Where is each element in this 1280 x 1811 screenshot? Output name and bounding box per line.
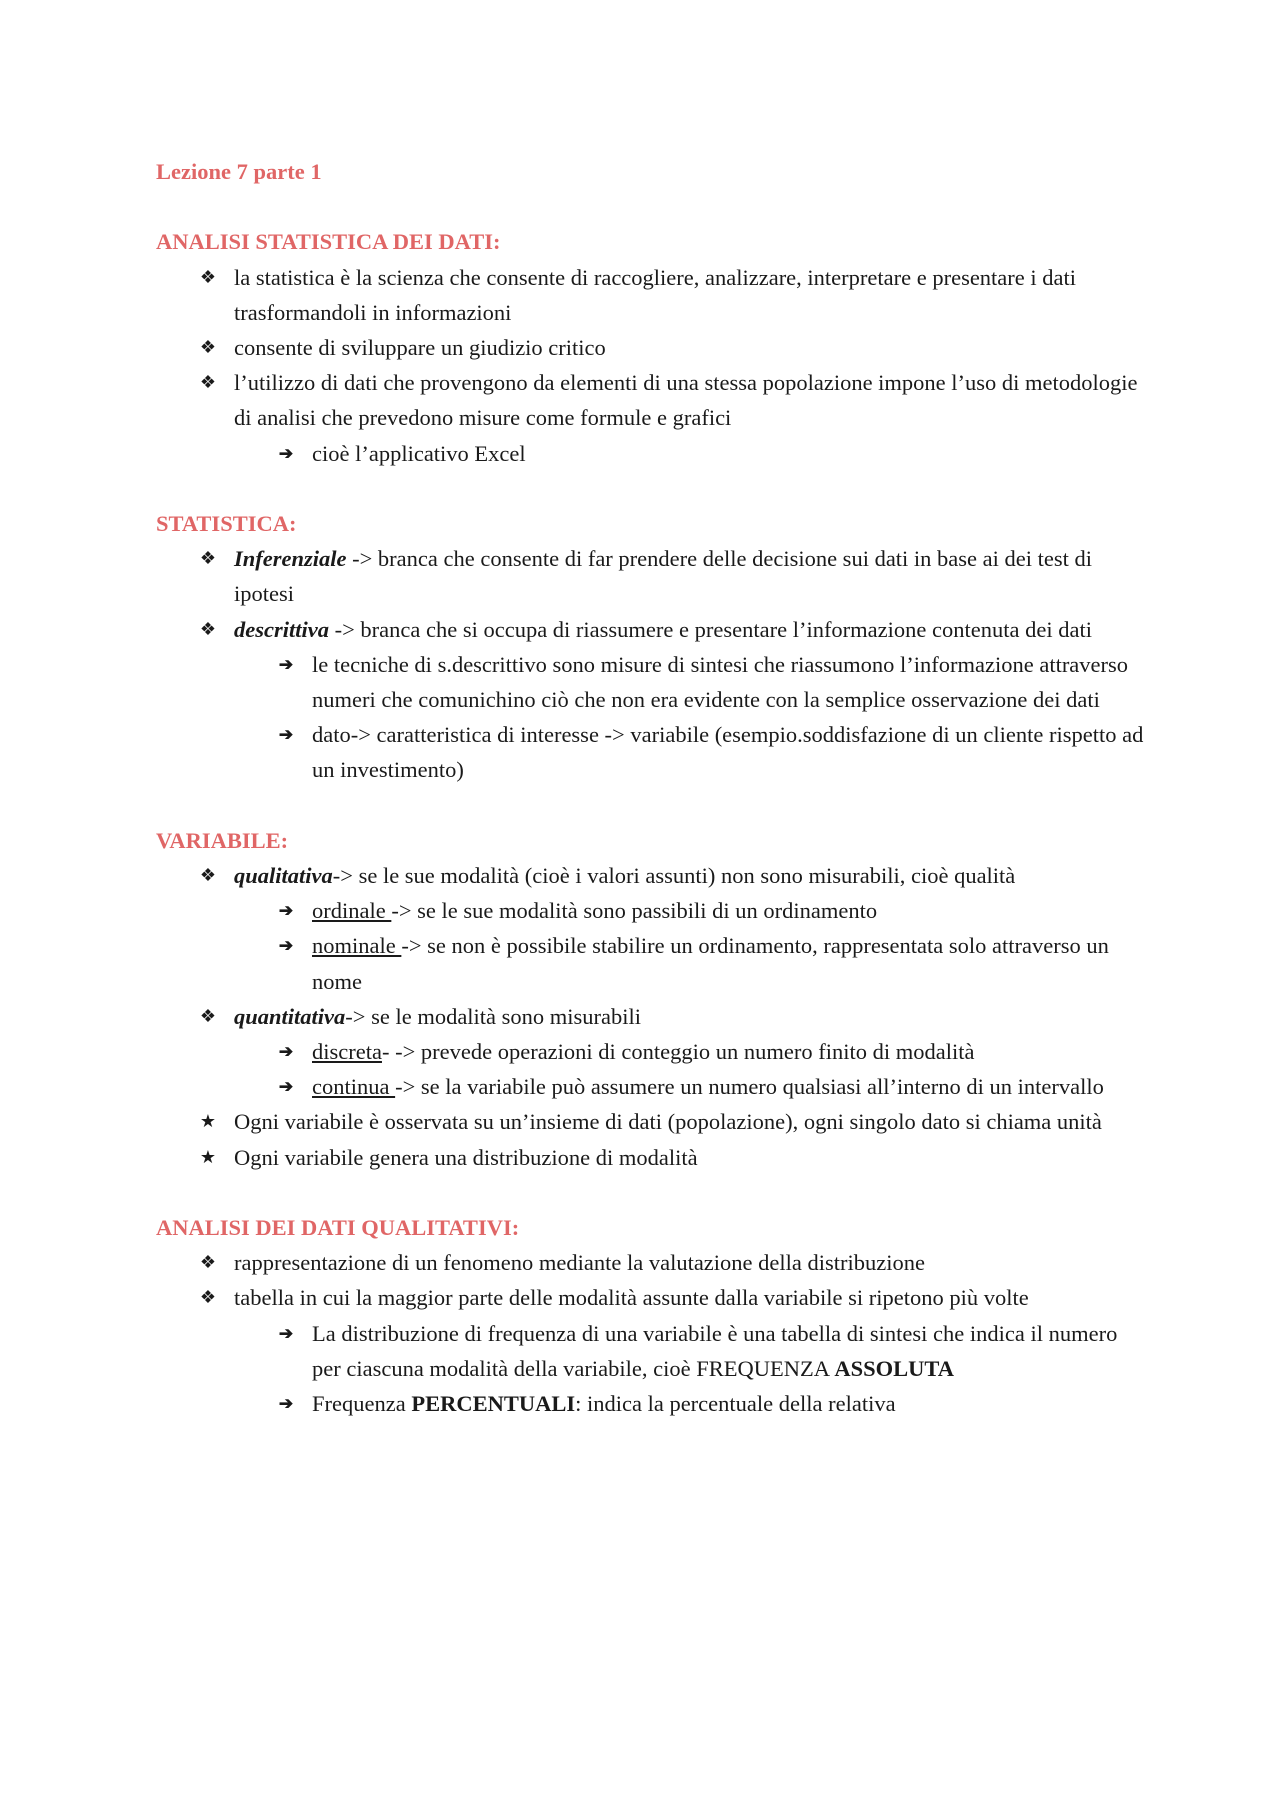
spacer [156,189,1146,224]
diamond-bullet-icon: ❖ [199,372,217,393]
list-item [156,1140,1146,1175]
item-text: -> se la variabile può assumere un numero qualsiasi all’interno di un intervallo [395,1074,1104,1100]
diamond-bullet-icon: ❖ [199,1252,217,1273]
item-text: Ogni variabile genera una distribuzione di modalità [234,1144,698,1170]
sub-list-item [156,1316,1146,1386]
sections [156,224,1146,1421]
sub-list-item [156,717,1146,787]
item-text: - -> prevede operazioni di conteggio un numero finito di modalità [381,1039,975,1065]
subterm-label: nominale [312,933,402,959]
bold-text: PERCENTUALI [411,1391,576,1417]
item-text: -> se le modalità sono misurabili [345,1003,642,1029]
arrow-bullet-icon: ➔ [278,1323,294,1343]
subterm-label: discreta [312,1039,382,1065]
sub-list-item [156,1034,1146,1069]
item-text: le tecniche di s.descrittivo sono misure di sintesi che riassumono l’informazione attraverso numeri che comunichino ciò che non era evidente con la semplice osservazione dei dati [312,651,1129,713]
list-item [156,1245,1146,1280]
item-text: Frequenza [312,1391,412,1417]
item-text: cioè l’applicativo Excel [312,440,526,466]
subterm-label: continua [312,1074,396,1100]
spacer [156,471,1146,506]
list-item [156,330,1146,365]
diamond-bullet-icon: ❖ [199,1287,217,1308]
term-label: quantitativa [234,1003,346,1029]
sub-list-item [156,893,1146,928]
bold-text: ASSOLUTA [834,1355,954,1381]
arrow-bullet-icon: ➔ [278,1042,294,1062]
list-item [156,260,1146,330]
arrow-bullet-icon: ➔ [278,901,294,921]
item-text: -> se non è possibile stabilire un ordinamento, rappresentata solo attraverso un nome [312,933,1109,994]
section-heading: VARIABILE: [156,827,289,853]
arrow-bullet-icon: ➔ [278,654,294,674]
item-text: -> branca che consente di far prendere delle decisione sui dati in base ai dei test di ipotesi [234,546,1093,607]
document-title: Lezione 7 parte 1 [156,159,322,184]
spacer [156,1175,1146,1210]
list-item [156,541,1146,611]
item-text: Ogni variabile è osservata su un’insieme di dati (popolazione), ogni singolo dato si chiama unità [234,1109,1102,1135]
section-heading: ANALISI DEI DATI QUALITATIVI: [156,1215,520,1241]
item-text: rappresentazione di un fenomeno mediante la valutazione della distribuzione [234,1250,925,1276]
sub-list-item [156,1069,1146,1104]
diamond-bullet-icon: ❖ [199,1005,217,1026]
diamond-bullet-icon: ❖ [199,865,217,886]
term-label: Inferenziale [234,546,347,572]
sub-list-item [156,647,1146,717]
list-item [156,365,1146,435]
arrow-bullet-icon: ➔ [278,725,294,745]
sub-list-item [156,928,1146,998]
star-bullet-icon: ★ [199,1146,217,1167]
item-text: -> se le sue modalità (cioè i valori assunti) non sono misurabili, cioè qualità [332,863,1016,889]
item-text: tabella in cui la maggior parte delle modalità assunte dalla variabile si ripetono più volte [234,1285,1029,1311]
spacer [156,788,1146,823]
item-text: dato-> caratteristica di interesse -> variabile (esempio.soddisfazione di un cliente rispetto ad un investimento) [312,722,1144,783]
item-text: : indica la percentuale della relativa [575,1391,896,1417]
sub-list-item [156,1386,1146,1421]
list-item [156,612,1146,647]
sub-list-item [156,436,1146,471]
diamond-bullet-icon: ❖ [199,548,217,569]
item-text: la statistica è la scienza che consente di raccogliere, analizzare, interpretare e presentare i dati trasformandoli in informazioni [234,264,1077,325]
document-page [156,154,1146,1421]
section-heading: ANALISI STATISTICA DEI DATI: [156,229,501,255]
diamond-bullet-icon: ❖ [199,266,217,287]
arrow-bullet-icon: ➔ [278,443,294,463]
item-text: -> branca che si occupa di riassumere e presentare l’informazione contenuta dei dati [328,616,1092,642]
section-heading: STATISTICA: [156,511,297,536]
term-label: descrittiva [234,616,329,642]
diamond-bullet-icon: ❖ [199,337,217,357]
item-text: consente di sviluppare un giudizio critico [234,335,606,360]
list-item [156,1280,1146,1315]
term-label: qualitativa [234,863,333,889]
arrow-bullet-icon: ➔ [278,1394,294,1414]
list-item [156,858,1146,893]
list-item [156,1104,1146,1139]
diamond-bullet-icon: ❖ [199,618,217,639]
item-text: l’utilizzo di dati che provengono da elementi di una stessa popolazione impone l’uso di metodologie di analisi che prevedono misure come formule e grafici [234,370,1138,431]
item-text: La distribuzione di frequenza di una variabile è una tabella di sintesi che indica il numero per ciascuna modalità della variabile, cioè FREQUENZA [312,1320,1118,1381]
item-text: -> se le sue modalità sono passibili di un ordinamento [391,898,878,924]
arrow-bullet-icon: ➔ [278,936,294,956]
list-item [156,999,1146,1034]
arrow-bullet-icon: ➔ [278,1077,294,1097]
star-bullet-icon: ★ [199,1111,217,1132]
subterm-label: ordinale [312,898,392,924]
